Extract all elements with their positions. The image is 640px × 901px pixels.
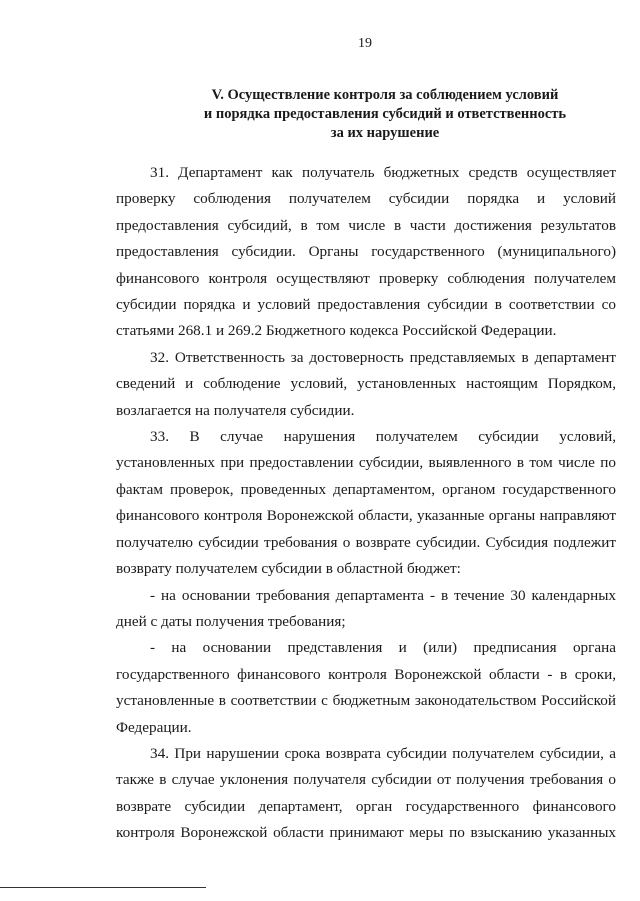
- section-heading: [150, 86, 620, 143]
- footer-rule: [0, 887, 206, 888]
- paragraph-33-item-1: - на основании требования департамента - в течение 30 календарных дней с даты получения требования;: [116, 586, 616, 630]
- section-title-line-3: за их нарушение: [330, 125, 440, 141]
- paragraph-33-item-2: - на основании представления и (или) предписания органа государственного финансового контроля Воронежской области - в сроки, установленные в соответствии с бюджетным законодательством Российской Федерации.: [116, 639, 616, 736]
- body-text: [116, 160, 616, 847]
- paragraph-33: 33. В случае нарушения получателем субсидии условий, установленных при предоставлении субсидии, выявленного в том числе по фактам проверок, проведенных департаментом, органом государственного финансового контроля Воронежской области, указанные органы направляют получателю субсидии требования о возврате субсидии. Субсидия подлежит возврату получателем субсидии в областной бюджет:: [116, 428, 616, 578]
- section-title-line-1: V. Осуществление контроля за соблюдением условий: [211, 87, 559, 103]
- paragraph-31: 31. Департамент как получатель бюджетных средств осуществляет проверку соблюдения получателем субсидии порядка и условий предоставления субсидий, в том числе в части достижения результатов предоставления субсидии. Органы государственного (муниципального) финансового контроля осуществляют проверку соблюдения получателем субсидии порядка и условий предоставления субсидии в соответствии со статьями 268.1 и 269.2 Бюджетного кодекса Российской Федерации.: [116, 164, 616, 340]
- page-number: 19: [358, 36, 372, 51]
- paragraph-32: 32. Ответственность за достоверность представляемых в департамент сведений и соблюдение условий, установленных настоящим Порядком, возлагается на получателя субсидии.: [116, 348, 616, 419]
- paragraph-34: 34. При нарушении срока возврата субсидии получателем субсидии, а также в случае уклонения получателя субсидии от получения требования о возврате субсидии департамент, орган государственного финансового контроля Воронежской области принимают меры по взысканию указанных: [116, 744, 616, 842]
- section-title-line-2: и порядка предоставления субсидий и ответственность: [203, 106, 567, 122]
